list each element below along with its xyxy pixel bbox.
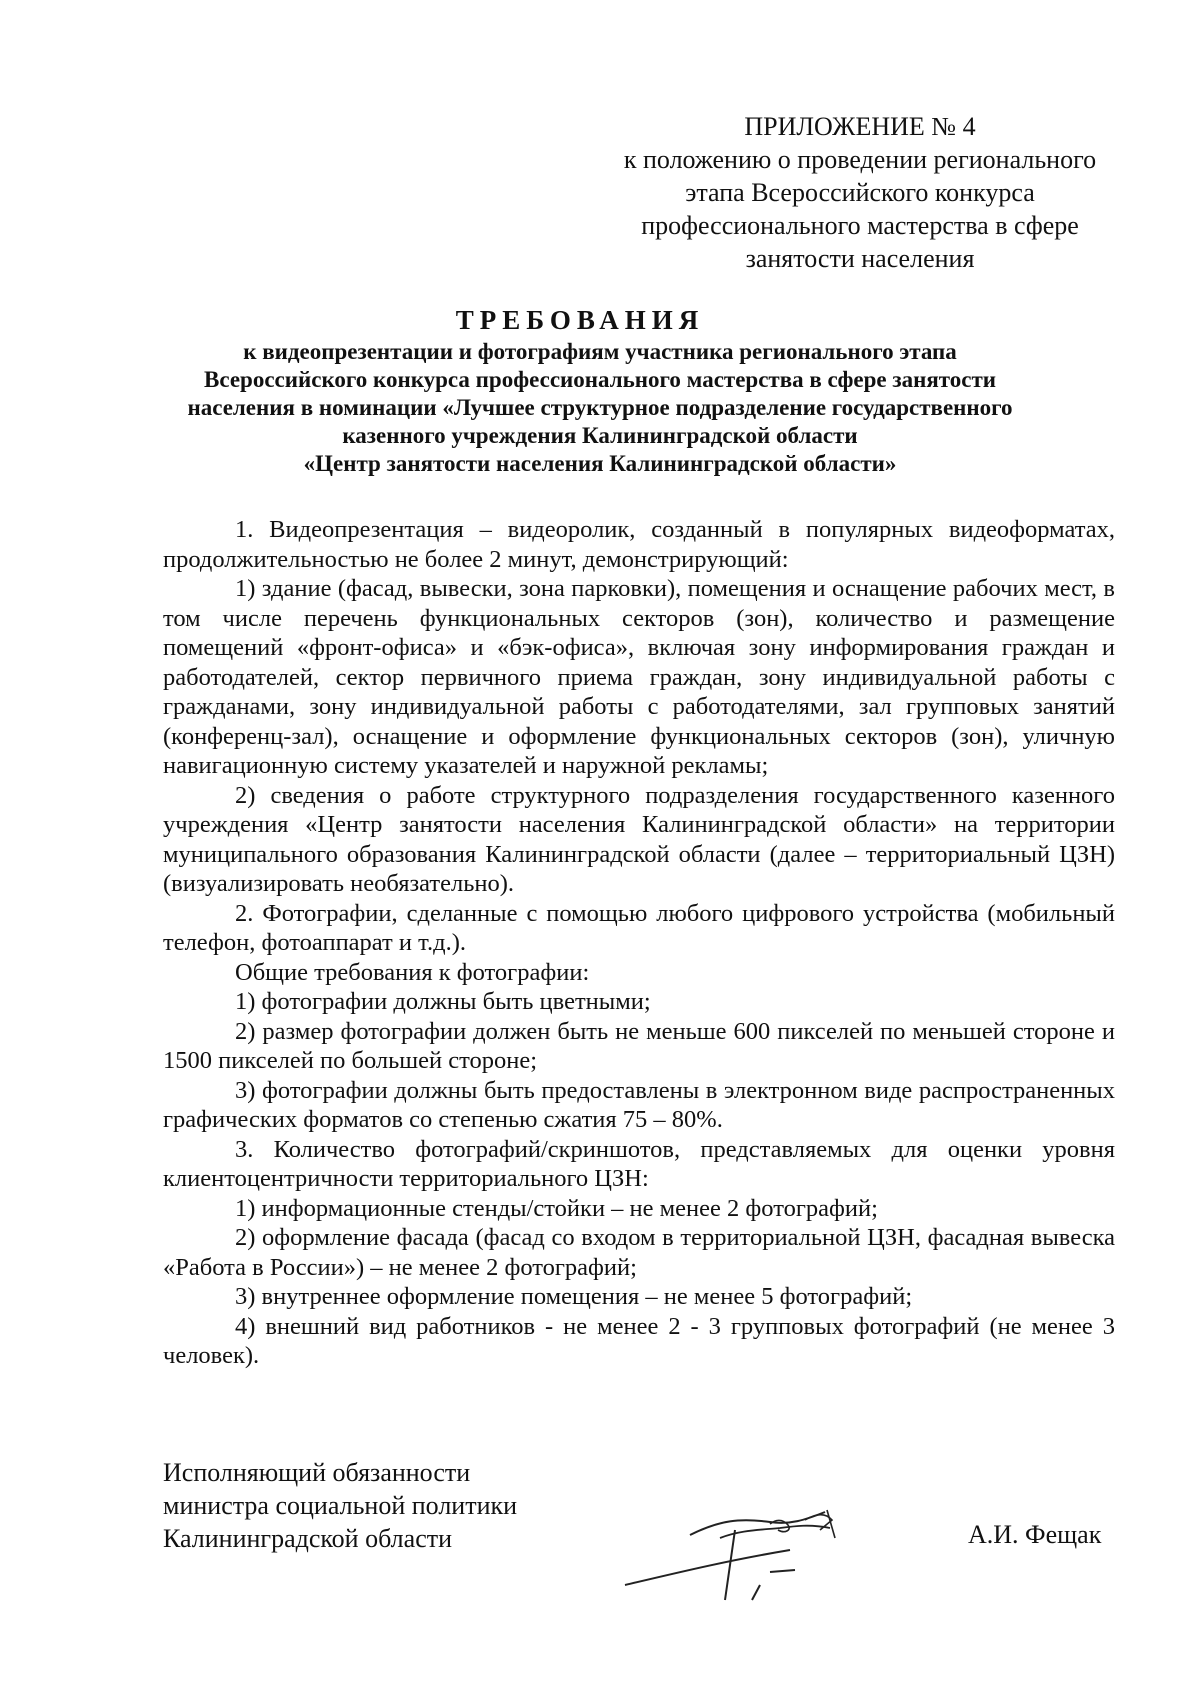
appendix-block — [600, 110, 1120, 275]
paragraph: Общие требования к фотографии: — [235, 958, 590, 986]
paragraph: 2) оформление фасада (фасад со входом в территориальной ЦЗН, фасадная вывеска «Работа в России») – не менее 2 фотографий; — [163, 1224, 1115, 1281]
appendix-line: к положению о проведении регионального — [623, 145, 1097, 174]
document-body — [163, 515, 1115, 1371]
handwritten-signature — [620, 1490, 890, 1610]
document-title: ТРЕБОВАНИЯ — [455, 305, 705, 335]
paragraph: 1) фотографии должны быть цветными; — [235, 988, 651, 1015]
signatory-position-line: Исполняющий обязанности — [163, 1458, 471, 1487]
appendix-line: ПРИЛОЖЕНИЕ № 4 — [744, 112, 976, 141]
paragraph: 1. Видеопрезентация – видеоролик, созданный в популярных видеоформатах, продолжительностью не более 2 минут, демонстрирующий: — [163, 516, 1115, 573]
signatory-position-line: Калининградской области — [163, 1524, 453, 1553]
appendix-line: этапа Всероссийского конкурса — [685, 178, 1035, 207]
paragraph: 2) сведения о работе структурного подразделения государственного казенного учреждения «Центр занятости населения Калининградской области» на территории муниципального образования Калининградской области (далее – территориальный ЦЗН) (визуализировать необязательно). — [163, 781, 1115, 897]
subtitle-line: казенного учреждения Калининградской области — [342, 423, 858, 448]
paragraph: 4) внешний вид работников - не менее 2 - 3 групповых фотографий (не менее 3 человек). — [163, 1312, 1115, 1369]
subtitle-line: населения в номинации «Лучшее структурное подразделение государственного — [187, 395, 1013, 420]
paragraph: 1) информационные стенды/стойки – не менее 2 фотографий; — [235, 1194, 878, 1222]
signatory-position — [163, 1456, 517, 1555]
appendix-line: занятости населения — [745, 244, 975, 273]
paragraph: 1) здание (фасад, вывески, зона парковки), помещения и оснащение рабочих мест, в том числе перечень функциональных секторов (зон), количество и размещение помещений «фронт-офиса» и «бэк-офиса», включая зону информирования граждан и работодателей, сектор первичного приема граждан, зону индивидуальной работы с гражданами, зону индивидуальной работы с работодателями, зал групповых занятий (конференц-зал), оснащение и оформление функциональных секторов (зон), уличную навигационную систему указателей и наружной рекламы; — [163, 575, 1115, 779]
paragraph: 3. Количество фотографий/скриншотов, представляемых для оценки уровня клиентоцентричности территориального ЦЗН: — [163, 1135, 1115, 1192]
signatory-position-line: министра социальной политики — [163, 1491, 518, 1520]
document-subtitle — [130, 338, 1070, 478]
subtitle-line: «Центр занятости населения Калининградской области» — [303, 451, 897, 476]
paragraph: 3) внутреннее оформление помещения – не менее 5 фотографий; — [235, 1283, 913, 1310]
paragraph: 3) фотографии должны быть предоставлены в электронном виде распространенных графических форматов со степенью сжатия 75 – 80%. — [163, 1076, 1115, 1133]
appendix-line: профессионального мастерства в сфере — [641, 211, 1079, 240]
signatory-name: А.И. Фещак — [968, 1520, 1102, 1549]
subtitle-line: Всероссийского конкурса профессионального мастерства в сфере занятости — [203, 367, 997, 392]
paragraph: 2. Фотографии, сделанные с помощью любого цифрового устройства (мобильный телефон, фотоаппарат и т.д.). — [163, 899, 1115, 956]
subtitle-line: к видеопрезентации и фотографиям участника регионального этапа — [243, 339, 957, 364]
paragraph: 2) размер фотографии должен быть не меньше 600 пикселей по меньшей стороне и 1500 пикселей по большей стороне; — [163, 1017, 1115, 1074]
